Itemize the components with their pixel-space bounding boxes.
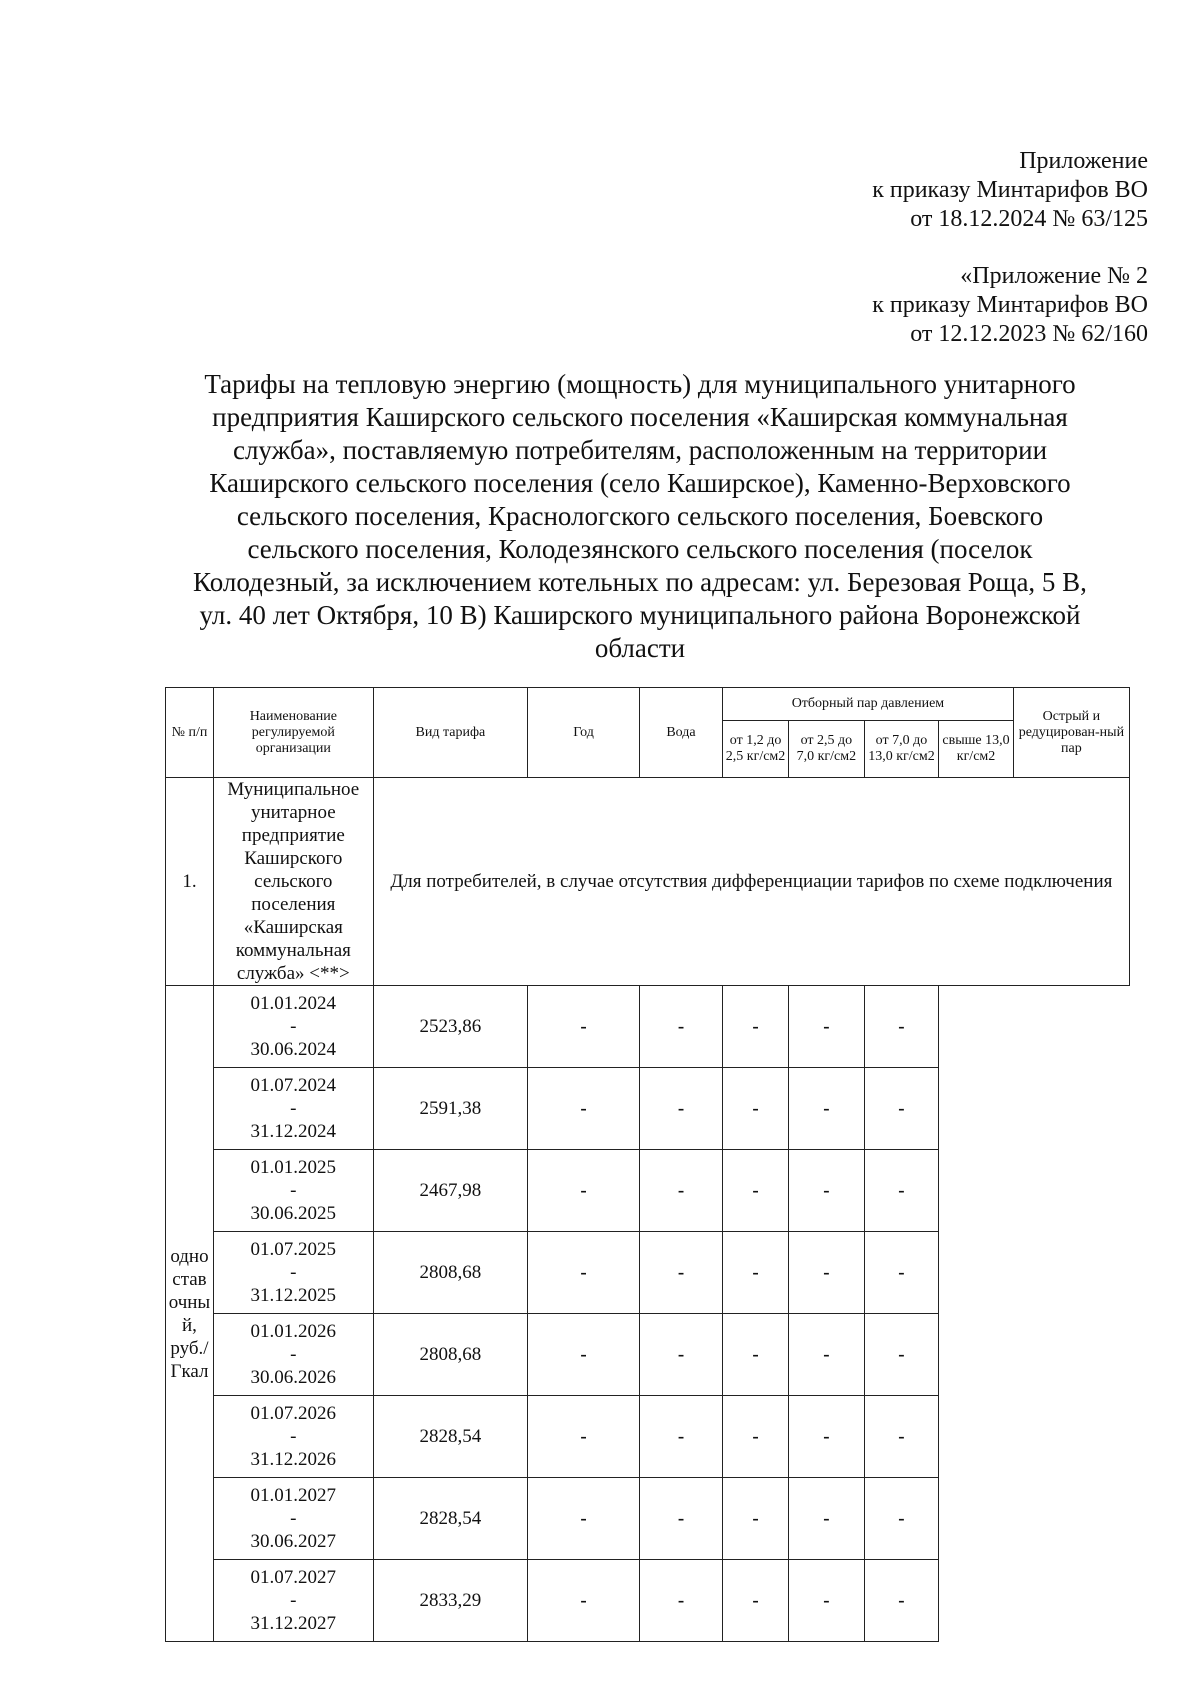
title-line: Каширского сельского поселения (село Каширское), Каменно-Верховского: [209, 468, 1071, 498]
condition-text: Для потребителей, в случае отсутствия дифференциации тарифов по схеме подключения: [373, 778, 1129, 986]
empty-value: -: [864, 1478, 939, 1560]
water-tariff: 2523,86: [373, 986, 527, 1068]
water-tariff: 2828,54: [373, 1396, 527, 1478]
title-line: Колодезный, за исключением котельных по адресам: ул. Березовая Роща, 5 В,: [193, 567, 1087, 597]
empty-value: -: [723, 1478, 789, 1560]
empty-value: -: [528, 1314, 640, 1396]
period-cell: [213, 1560, 373, 1642]
empty-value: -: [723, 1150, 789, 1232]
period-from: 01.07.2027: [250, 1567, 337, 1588]
empty-value: -: [639, 1478, 722, 1560]
condition-row: [166, 778, 1130, 986]
document-title: [170, 368, 1110, 665]
header-type: Вид тарифа: [373, 688, 527, 778]
empty-value: -: [639, 1396, 722, 1478]
title-line: ул. 40 лет Октября, 10 В) Каширского муниципального района Воронежской: [199, 600, 1081, 630]
empty-value: -: [864, 1560, 939, 1642]
header-num: № п/п: [166, 688, 214, 778]
water-tariff: 2591,38: [373, 1068, 527, 1150]
attachment-line: от 18.12.2024 № 63/125: [910, 206, 1148, 232]
table-row: [166, 1232, 1130, 1314]
period-from: 01.01.2027: [250, 1485, 337, 1506]
period-from: 01.01.2026: [250, 1321, 337, 1342]
period-cell: [213, 1478, 373, 1560]
period-from: 01.01.2024: [250, 993, 337, 1014]
empty-value: -: [723, 1560, 789, 1642]
empty-value: -: [528, 986, 640, 1068]
table-row: [166, 1068, 1130, 1150]
period-to: 31.12.2025: [250, 1285, 337, 1306]
empty-value: -: [723, 1396, 789, 1478]
empty-value: -: [639, 1232, 722, 1314]
table-row: [166, 1396, 1130, 1478]
empty-value: -: [723, 986, 789, 1068]
table-header-row: [166, 688, 1130, 721]
period-sep: -: [290, 1180, 297, 1201]
empty-value: -: [864, 986, 939, 1068]
header-org: Наименование регулируемой организации: [213, 688, 373, 778]
empty-value: -: [864, 1068, 939, 1150]
title-line: сельского поселения, Краснологского сельского поселения, Боевского: [236, 501, 1044, 531]
attachment-prev-line: «Приложение № 2: [960, 263, 1148, 289]
attachment-prev-reference: [872, 262, 1148, 349]
period-to: 30.06.2026: [250, 1367, 337, 1388]
empty-value: -: [639, 1150, 722, 1232]
attachment-reference: [872, 147, 1148, 234]
period-cell: [213, 1068, 373, 1150]
attachment-prev-line: от 12.12.2023 № 62/160: [910, 321, 1148, 347]
tariff-table: [165, 687, 1130, 1642]
table-row: [166, 1478, 1130, 1560]
empty-value: -: [864, 1314, 939, 1396]
empty-value: -: [528, 1150, 640, 1232]
period-to: 30.06.2024: [250, 1039, 337, 1060]
empty-value: -: [789, 1150, 865, 1232]
empty-value: -: [723, 1232, 789, 1314]
table-row: [166, 1314, 1130, 1396]
table-row: [166, 1560, 1130, 1642]
period-to: 30.06.2025: [250, 1203, 337, 1224]
empty-value: -: [789, 1396, 865, 1478]
water-tariff: 2467,98: [373, 1150, 527, 1232]
header-steam-1: от 1,2 до 2,5 кг/см2: [723, 721, 789, 778]
empty-value: -: [789, 1068, 865, 1150]
title-line: предприятия Каширского сельского поселения «Каширская коммунальная: [212, 402, 1068, 432]
title-line: сельского поселения, Колодезянского сельского поселения (поселок: [247, 534, 1033, 564]
empty-value: -: [528, 1396, 640, 1478]
empty-value: -: [789, 1314, 865, 1396]
attachment-line: Приложение: [1019, 148, 1148, 174]
table-row: [166, 1150, 1130, 1232]
period-sep: -: [290, 1426, 297, 1447]
header-year: Год: [528, 688, 640, 778]
period-from: 01.01.2025: [250, 1157, 337, 1178]
period-to: 31.12.2026: [250, 1449, 337, 1470]
header-steam-group: Отборный пар давлением: [723, 688, 1014, 721]
tariff-type: одноставочный, руб./Гкал: [166, 986, 214, 1642]
empty-value: -: [639, 986, 722, 1068]
period-cell: [213, 1150, 373, 1232]
header-sharp-steam: Острый и редуцирован-ный пар: [1013, 688, 1129, 778]
organization-name: Муниципальное унитарное предприятие Каширского сельского поселения «Каширская коммунальная служба» <**>: [213, 778, 373, 986]
period-to: 31.12.2027: [250, 1613, 337, 1634]
empty-value: -: [789, 1560, 865, 1642]
header-steam-3: от 7,0 до 13,0 кг/см2: [864, 721, 939, 778]
period-sep: -: [290, 1590, 297, 1611]
period-cell: [213, 1314, 373, 1396]
water-tariff: 2828,54: [373, 1478, 527, 1560]
row-number: 1.: [166, 778, 214, 986]
empty-value: -: [864, 1396, 939, 1478]
period-to: 30.06.2027: [250, 1531, 337, 1552]
title-line: служба», поставляемую потребителям, расположенным на территории: [232, 435, 1048, 465]
period-sep: -: [290, 1098, 297, 1119]
header-steam-4: свыше 13,0 кг/см2: [939, 721, 1014, 778]
empty-value: -: [528, 1232, 640, 1314]
period-sep: -: [290, 1508, 297, 1529]
empty-value: -: [864, 1150, 939, 1232]
empty-value: -: [639, 1314, 722, 1396]
header-water: Вода: [639, 688, 722, 778]
attachment-prev-line: к приказу Минтарифов ВО: [872, 292, 1148, 318]
empty-value: -: [723, 1068, 789, 1150]
empty-value: -: [789, 1478, 865, 1560]
header-steam-2: от 2,5 до 7,0 кг/см2: [789, 721, 865, 778]
water-tariff: 2808,68: [373, 1232, 527, 1314]
period-cell: [213, 1396, 373, 1478]
period-cell: [213, 986, 373, 1068]
title-line: области: [594, 633, 686, 663]
empty-value: -: [639, 1560, 722, 1642]
period-from: 01.07.2026: [250, 1403, 337, 1424]
empty-value: -: [528, 1478, 640, 1560]
empty-value: -: [528, 1068, 640, 1150]
period-sep: -: [290, 1344, 297, 1365]
empty-value: -: [864, 1232, 939, 1314]
period-from: 01.07.2024: [250, 1075, 337, 1096]
empty-value: -: [789, 986, 865, 1068]
empty-value: -: [789, 1232, 865, 1314]
water-tariff: 2833,29: [373, 1560, 527, 1642]
period-cell: [213, 1232, 373, 1314]
attachment-line: к приказу Минтарифов ВО: [872, 177, 1148, 203]
empty-value: -: [528, 1560, 640, 1642]
period-to: 31.12.2024: [250, 1121, 337, 1142]
empty-value: -: [639, 1068, 722, 1150]
title-line: Тарифы на тепловую энергию (мощность) для муниципального унитарного: [204, 369, 1076, 399]
period-sep: -: [290, 1016, 297, 1037]
table-row: [166, 986, 1130, 1068]
empty-value: -: [723, 1314, 789, 1396]
period-sep: -: [290, 1262, 297, 1283]
period-from: 01.07.2025: [250, 1239, 337, 1260]
water-tariff: 2808,68: [373, 1314, 527, 1396]
